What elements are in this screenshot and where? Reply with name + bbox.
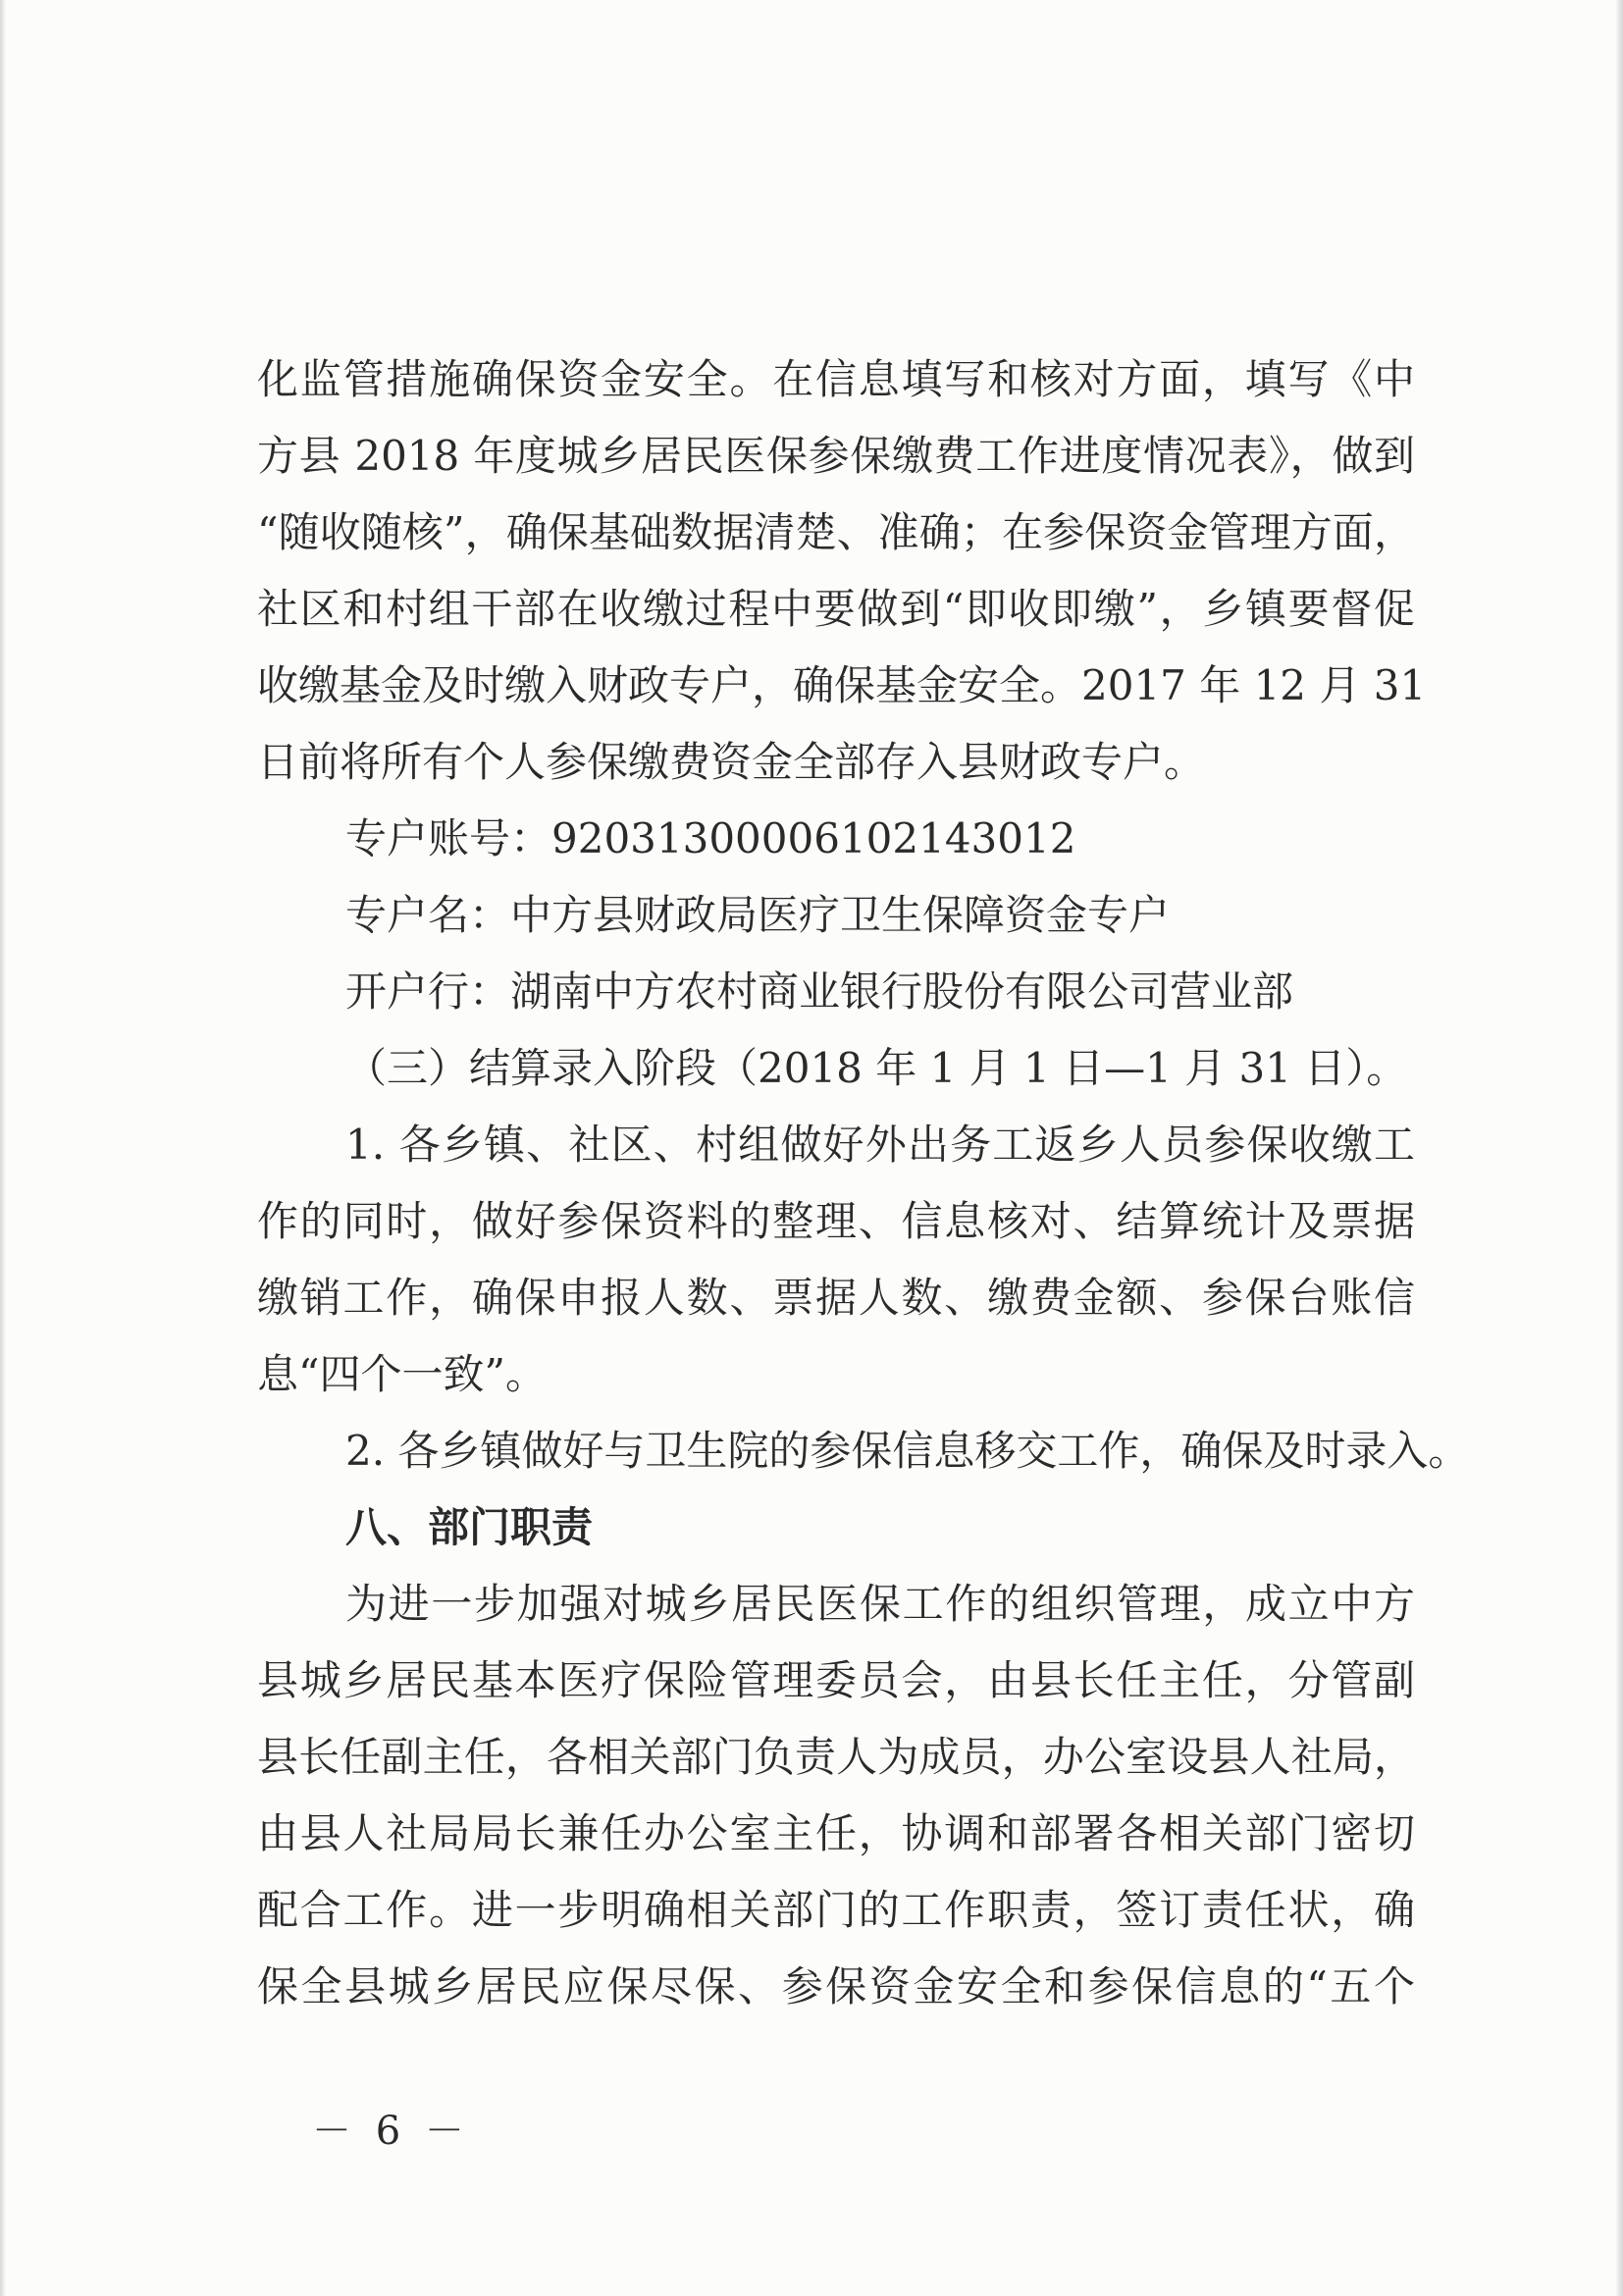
text-line: “随收随核”，确保基础数据清楚、准确；在参保资金管理方面， — [257, 508, 1415, 556]
account-name-line: 专户名：中方县财政局医疗卫生保障资金专户 — [345, 891, 1171, 939]
text-line: 为进一步加强对城乡居民医保工作的组织管理，成立中方 — [345, 1580, 1415, 1628]
text-line: 2. 各乡镇做好与卫生院的参保信息移交工作，确保及时录入。 — [345, 1427, 1470, 1475]
text-line: 作的同时，做好参保资料的整理、信息核对、结算统计及票据 — [257, 1197, 1415, 1245]
text-line: 由县人社局局长兼任办公室主任，协调和部署各相关部门密切 — [257, 1809, 1415, 1857]
text-line: 配合工作。进一步明确相关部门的工作职责，签订责任状，确 — [257, 1886, 1415, 1934]
section-heading: 八、部门职责 — [345, 1503, 594, 1551]
text-line: 缴销工作，确保申报人数、票据人数、缴费金额、参保台账信 — [257, 1274, 1415, 1322]
text-line: 社区和村组干部在收缴过程中要做到“即收即缴”，乡镇要督促 — [257, 585, 1415, 633]
text-line: 县长任副主任，各相关部门负责人为成员，办公室设县人社局， — [257, 1733, 1415, 1781]
scan-edge-right — [1615, 0, 1623, 2296]
text-line: 保全县城乡居民应保尽保、参保资金安全和参保信息的“五个 — [257, 1962, 1415, 2010]
body-text — [257, 341, 1470, 2025]
text-line: 收缴基金及时缴入财政专户，确保基金安全。2017 年 12 月 31 — [257, 661, 1427, 709]
text-line: 息“四个一致”。 — [257, 1350, 547, 1398]
account-number-line: 专户账号：92031300006102143012 — [345, 814, 1076, 862]
text-line: 县城乡居民基本医疗保险管理委员会，由县长任主任，分管副 — [257, 1656, 1415, 1704]
text-line: 化监管措施确保资金安全。在信息填写和核对方面，填写《中 — [257, 355, 1415, 403]
page-number: － 6 － — [312, 2109, 470, 2154]
text-line: 方县 2018 年度城乡居民医保参保缴费工作进度情况表》，做到 — [257, 432, 1415, 480]
text-line: 1. 各乡镇、社区、村组做好外出务工返乡人员参保收缴工 — [345, 1121, 1415, 1169]
bank-line: 开户行：湖南中方农村商业银行股份有限公司营业部 — [345, 967, 1294, 1016]
section-subheading: （三）结算录入阶段（2018 年 1 月 1 日—1 月 31 日）。 — [345, 1044, 1408, 1092]
scan-edge-left — [0, 0, 6, 2296]
text-line: 日前将所有个人参保缴费资金全部存入县财政专户。 — [257, 738, 1206, 786]
